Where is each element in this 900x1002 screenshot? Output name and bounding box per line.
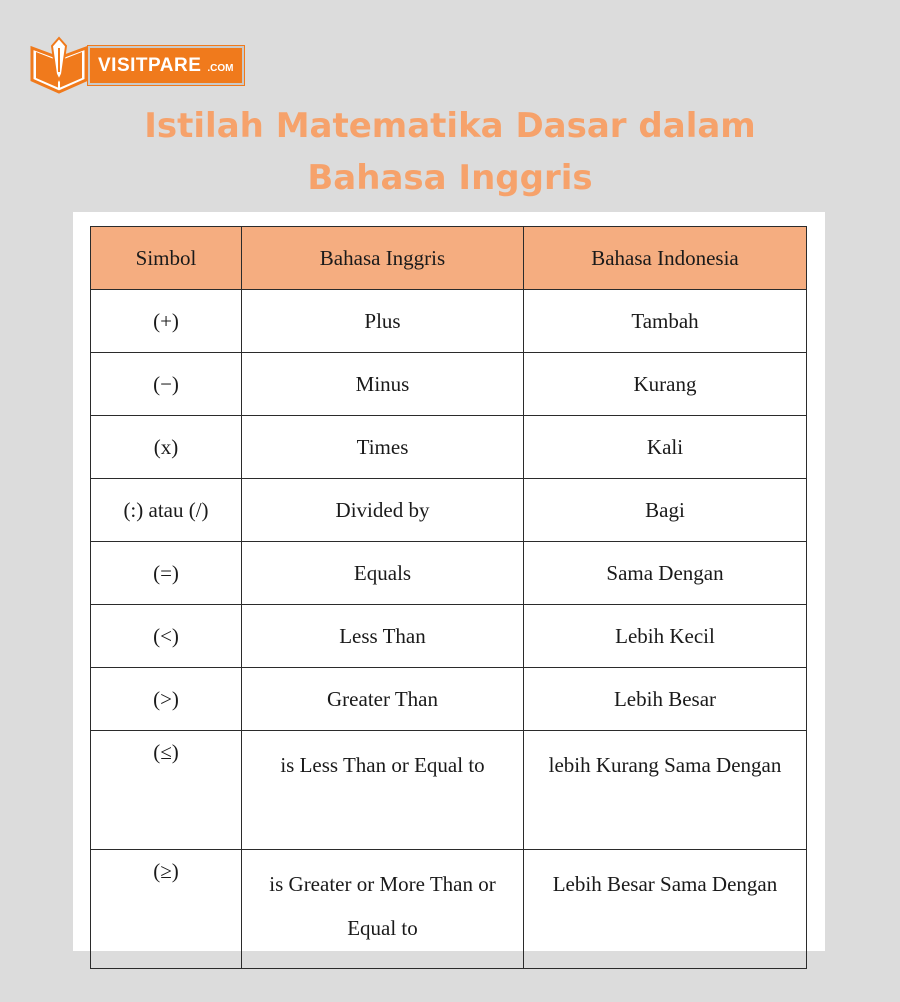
table-row	[91, 668, 807, 731]
header-indonesian: Bahasa Indonesia	[524, 227, 807, 290]
brand-name: VISITPARE	[98, 54, 202, 76]
book-pen-icon	[28, 34, 90, 96]
english-cell: is Less Than or Equal to	[242, 731, 524, 850]
english-cell: Minus	[242, 353, 524, 416]
table-row	[91, 290, 807, 353]
indonesian-cell: Bagi	[524, 479, 807, 542]
indonesian-cell: Kali	[524, 416, 807, 479]
english-cell: Divided by	[242, 479, 524, 542]
terms-table	[90, 226, 807, 969]
english-cell: Less Than	[242, 605, 524, 668]
symbol-cell: (≥)	[91, 850, 242, 969]
brand-tld: .COM	[207, 62, 234, 74]
english-cell: is Greater or More Than or Equal to	[242, 850, 524, 969]
indonesian-cell: Tambah	[524, 290, 807, 353]
header-row	[91, 227, 807, 290]
table-row	[91, 850, 807, 969]
indonesian-cell: Lebih Besar	[524, 668, 807, 731]
symbol-cell: (+)	[91, 290, 242, 353]
indonesian-cell: Sama Dengan	[524, 542, 807, 605]
english-cell: Equals	[242, 542, 524, 605]
table-row	[91, 731, 807, 850]
table-card	[73, 212, 825, 951]
english-cell: Plus	[242, 290, 524, 353]
table-row	[91, 479, 807, 542]
header-symbol: Simbol	[91, 227, 242, 290]
header-english: Bahasa Inggris	[242, 227, 524, 290]
english-cell: Greater Than	[242, 668, 524, 731]
symbol-cell: (x)	[91, 416, 242, 479]
table-row	[91, 542, 807, 605]
indonesian-cell: lebih Kurang Sama Dengan	[524, 731, 807, 850]
table-row	[91, 353, 807, 416]
brand-badge	[88, 46, 244, 85]
indonesian-cell: Lebih Kecil	[524, 605, 807, 668]
symbol-cell: (:) atau (/)	[91, 479, 242, 542]
page-title	[0, 100, 900, 204]
title-line-2: Bahasa Inggris	[307, 158, 593, 198]
symbol-cell: (≤)	[91, 731, 242, 850]
symbol-cell: (=)	[91, 542, 242, 605]
table-row	[91, 416, 807, 479]
indonesian-cell: Kurang	[524, 353, 807, 416]
symbol-cell: (<)	[91, 605, 242, 668]
symbol-cell: (−)	[91, 353, 242, 416]
table-row	[91, 605, 807, 668]
logo	[28, 34, 244, 96]
indonesian-cell: Lebih Besar Sama Dengan	[524, 850, 807, 969]
symbol-cell: (>)	[91, 668, 242, 731]
title-line-1: Istilah Matematika Dasar dalam	[144, 106, 756, 146]
english-cell: Times	[242, 416, 524, 479]
